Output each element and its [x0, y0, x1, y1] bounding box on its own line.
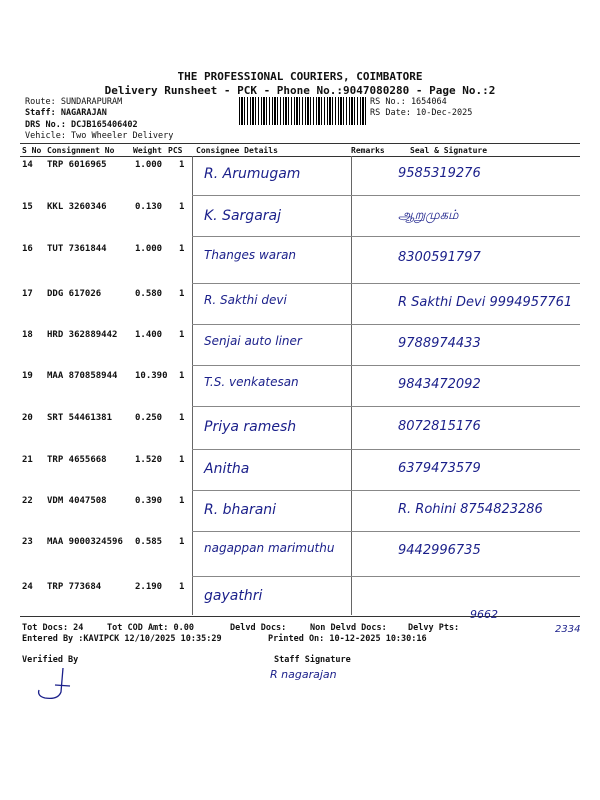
- row-consignment-number: HRD 362889442: [47, 330, 118, 340]
- col-pcs: PCS: [168, 146, 183, 155]
- row-rule: [192, 283, 580, 284]
- row-serial-number: 14: [22, 160, 33, 170]
- row-pieces: 1: [179, 496, 185, 506]
- row-serial-number: 17: [22, 289, 33, 299]
- row-serial-number: 18: [22, 330, 33, 340]
- row-consignee-handwriting: T.S. venkatesan: [204, 375, 299, 389]
- row-weight: 0.580: [135, 289, 163, 299]
- rs-number: RS No.: 1654064: [370, 97, 447, 107]
- row-seal-signature: R. Rohini 8754823286: [398, 502, 543, 517]
- col-seal-signature: Seal & Signature: [410, 146, 488, 155]
- row-pieces: 1: [179, 202, 185, 212]
- row-consignment-number: DDG 617026: [47, 289, 102, 299]
- corner-handwritten-note: 9662: [470, 608, 498, 621]
- row-consignee-handwriting: R. bharani: [204, 502, 277, 518]
- row-consignment-number: SRT 54461381: [47, 413, 113, 423]
- row-serial-number: 19: [22, 371, 33, 381]
- row-consignment-number: TUT 7361844: [47, 244, 107, 254]
- row-consignment-number: VDM 4047508: [47, 496, 107, 506]
- row-weight: 0.585: [135, 537, 163, 547]
- row-rule: [192, 236, 580, 237]
- delivery-points: Delvy Pts:: [408, 623, 460, 633]
- row-seal-signature: 9843472092: [398, 377, 481, 392]
- row-pieces: 1: [179, 537, 185, 547]
- row-seal-signature: 8300591797: [398, 250, 481, 265]
- row-weight: 0.130: [135, 202, 163, 212]
- row-weight: 1.000: [135, 244, 163, 254]
- row-consignee-handwriting: R. Arumugam: [204, 166, 301, 182]
- row-seal-signature: ஆறுமுகம்: [398, 208, 459, 223]
- row-consignee-handwriting: R. Sakthi devi: [204, 293, 287, 307]
- delivered-docs: Delvd Docs:: [230, 623, 287, 633]
- row-rule: [192, 324, 580, 325]
- row-seal-signature: 9585319276: [398, 166, 481, 181]
- route-label: Route: SUNDARAPURAM: [25, 97, 123, 107]
- row-rule: [192, 576, 580, 577]
- verified-signature: [25, 660, 85, 705]
- verified-by-label: Verified By: [22, 655, 79, 665]
- row-consignee-handwriting: gayathri: [204, 588, 263, 604]
- row-weight: 1.400: [135, 330, 163, 340]
- row-consignment-number: TRP 773684: [47, 582, 102, 592]
- col-consignee: Consignee Details: [196, 146, 278, 155]
- row-serial-number: 21: [22, 455, 33, 465]
- divider-remarks: [351, 156, 352, 615]
- row-pieces: 1: [179, 244, 185, 254]
- barcode-image: [239, 97, 367, 125]
- row-consignment-number: TRP 6016965: [47, 160, 107, 170]
- row-pieces: 1: [179, 330, 185, 340]
- col-weight: Weight: [133, 146, 162, 155]
- row-seal-signature: 6379473579: [398, 461, 481, 476]
- row-consignee-handwriting: Thanges waran: [204, 248, 297, 262]
- row-seal-signature: 9788974433: [398, 336, 481, 351]
- row-pieces: 1: [179, 160, 185, 170]
- row-pieces: 1: [179, 289, 185, 299]
- col-sno: S No: [22, 146, 42, 155]
- printed-on: Printed On: 10-12-2025 10:30:16: [268, 634, 427, 644]
- total-docs: Tot Docs: 24: [22, 623, 84, 633]
- runsheet-subtitle: Delivery Runsheet - PCK - Phone No.:9047080280 - Page No.:2: [104, 84, 496, 97]
- row-serial-number: 22: [22, 496, 33, 506]
- entered-by: Entered By :KAVIPCK 12/10/2025 10:35:29: [22, 634, 222, 644]
- row-weight: 0.250: [135, 413, 163, 423]
- vehicle-label: Vehicle: Two Wheeler Delivery: [25, 131, 174, 141]
- row-pieces: 1: [179, 455, 185, 465]
- row-rule: [192, 531, 580, 532]
- row-serial-number: 20: [22, 413, 33, 423]
- row-consignment-number: TRP 4655668: [47, 455, 107, 465]
- row-consignment-number: MAA 9000324596: [47, 537, 123, 547]
- staff-label: Staff: NAGARAJAN: [25, 108, 107, 118]
- row-consignee-handwriting: K. Sargaraj: [204, 208, 281, 224]
- row-weight: 0.390: [135, 496, 163, 506]
- divider-consignee: [192, 156, 193, 615]
- rs-date: RS Date: 10-Dec-2025: [370, 108, 473, 118]
- row-pieces: 1: [179, 413, 185, 423]
- row-consignee-handwriting: Priya ramesh: [204, 419, 297, 435]
- row-pieces: 1: [179, 582, 185, 592]
- row-consignment-number: KKL 3260346: [47, 202, 107, 212]
- company-title: THE PROFESSIONAL COURIERS, COIMBATORE: [177, 70, 423, 83]
- row-seal-signature: 8072815176: [398, 419, 481, 434]
- non-delivered-docs: Non Delvd Docs:: [310, 623, 387, 633]
- row-rule: [192, 365, 580, 366]
- row-weight: 1.520: [135, 455, 163, 465]
- row-serial-number: 15: [22, 202, 33, 212]
- row-weight: 2.190: [135, 582, 163, 592]
- row-consignment-number: MAA 870858944: [47, 371, 118, 381]
- row-consignee-handwriting: Anitha: [204, 461, 250, 477]
- row-seal-signature: R Sakthi Devi 9994957761: [398, 295, 573, 310]
- row-serial-number: 16: [22, 244, 33, 254]
- drs-number: DRS No.: DCJB165406402: [25, 120, 138, 130]
- row-consignee-handwriting: nagappan marimuthu: [204, 541, 335, 555]
- row-pieces: 1: [179, 371, 185, 381]
- row-seal-signature: 9442996735: [398, 543, 481, 558]
- row-serial-number: 23: [22, 537, 33, 547]
- row-rule: [192, 490, 580, 491]
- col-remarks: Remarks: [351, 146, 385, 155]
- table-top-rule: [20, 143, 580, 144]
- staff-signature-label: Staff Signature: [274, 655, 351, 665]
- row-consignee-handwriting: Senjai auto liner: [204, 334, 302, 348]
- row-rule: [192, 406, 580, 407]
- row-rule: [192, 449, 580, 450]
- staff-signature: R nagarajan: [270, 668, 337, 681]
- row-rule: [192, 195, 580, 196]
- row-weight: 1.000: [135, 160, 163, 170]
- row-weight: 10.390: [135, 371, 168, 381]
- total-cod: Tot COD Amt: 0.00: [107, 623, 194, 633]
- table-header-rule: [20, 156, 580, 157]
- row-serial-number: 24: [22, 582, 33, 592]
- corner-handwritten-note-2: 2334: [555, 624, 581, 635]
- col-consignment: Consignment No: [47, 146, 115, 155]
